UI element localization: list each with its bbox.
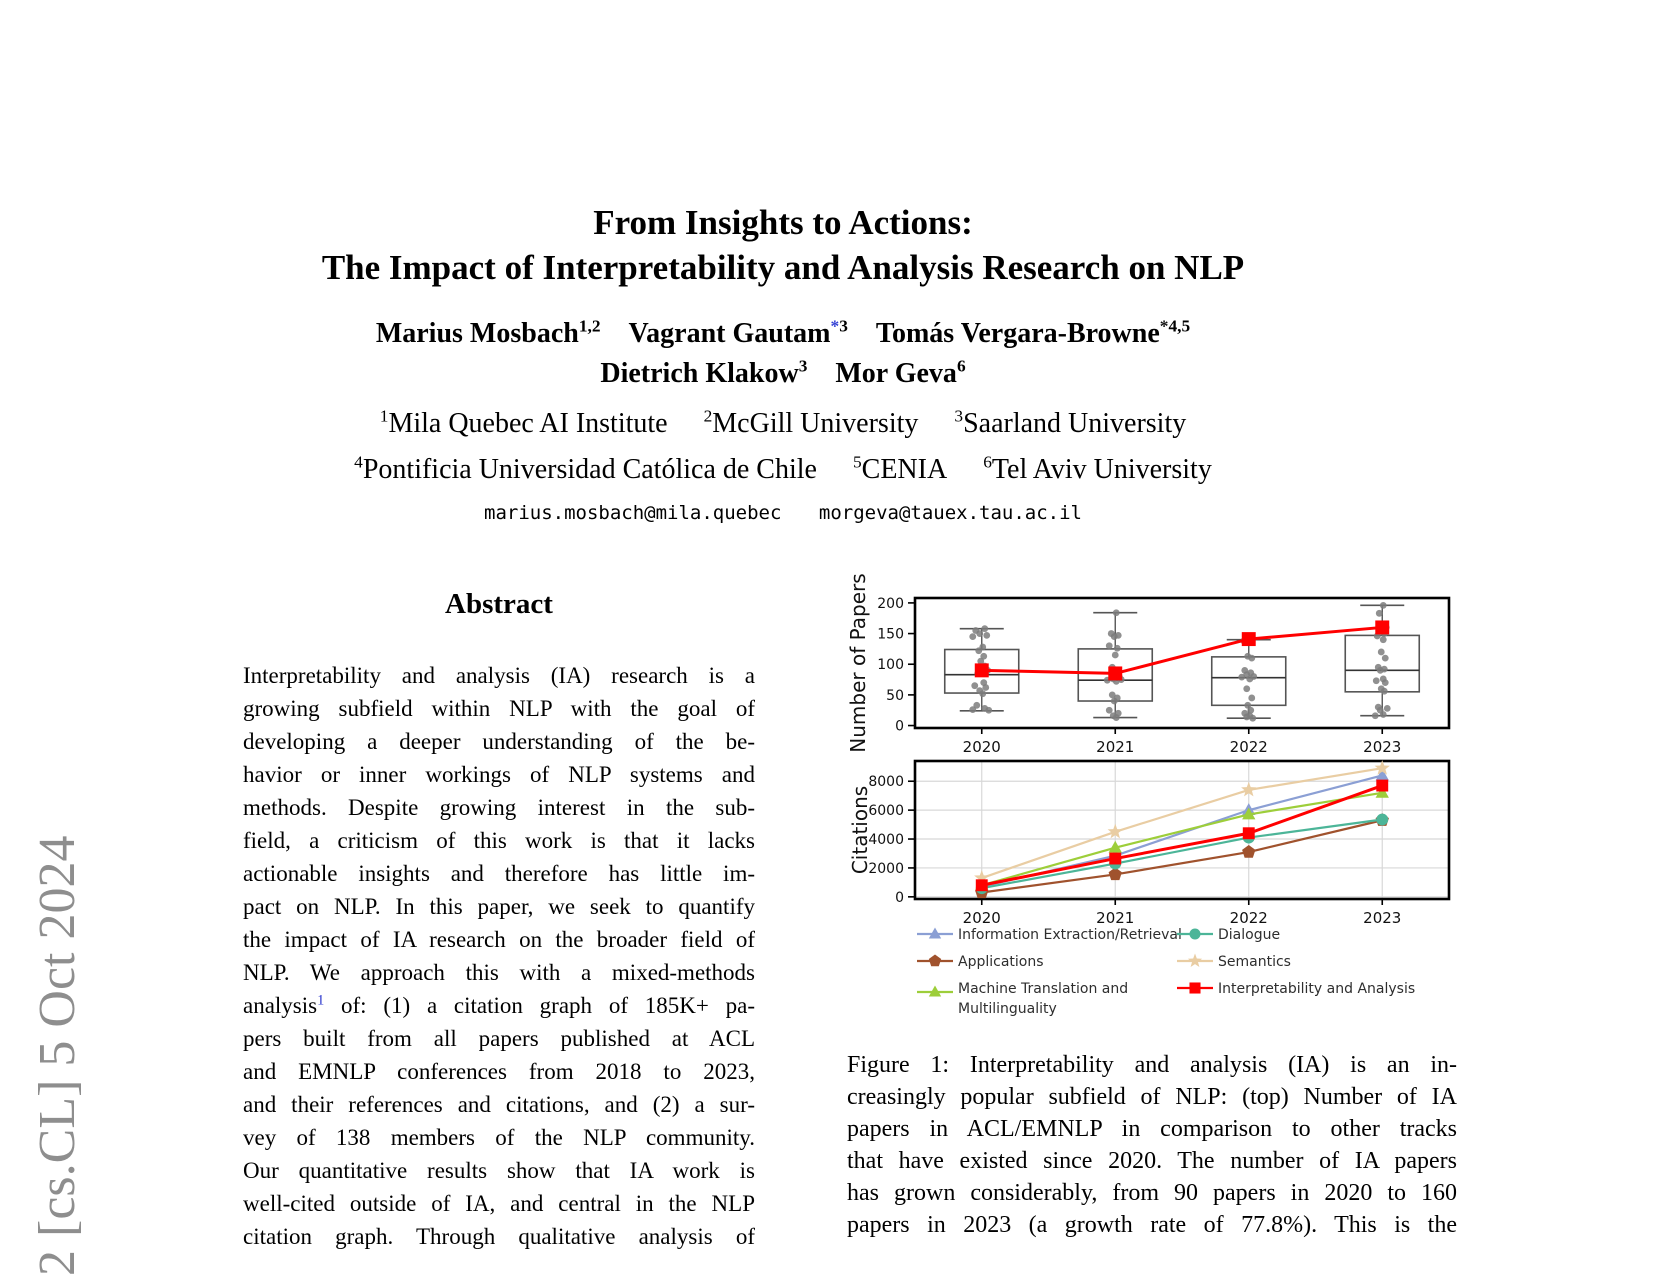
footnote-ref-link[interactable]: 1: [317, 992, 325, 1009]
author-name: Dietrich Klakow$^3$: [600, 356, 808, 389]
svg-text:100: 100: [877, 657, 904, 674]
abstract-line: actionable insights and therefore has little im-: [243, 861, 755, 886]
affiliations-row-2: [223, 454, 1343, 486]
svg-text:0: 0: [895, 718, 904, 735]
author-emails: [223, 502, 1343, 524]
affiliation: $^4$Pontificia Universidad Católica de Chile: [354, 452, 817, 485]
affiliation: $^3$Saarland University: [954, 406, 1187, 439]
abstract-line: developing a deeper understanding of the be-: [243, 729, 755, 754]
abstract-heading: Abstract: [445, 588, 553, 620]
abstract-line: methods. Despite growing interest in the sub-: [243, 795, 755, 820]
series-line: [982, 768, 1383, 878]
legend-label: Applications: [958, 954, 1044, 970]
affiliation: $^2$McGill University: [703, 406, 919, 439]
footnote-asterisk: *: [1159, 316, 1169, 336]
svg-text:6000: 6000: [868, 803, 904, 820]
abstract-line: field, a criticism of this work is that it lacks: [243, 828, 755, 853]
abstract-body: [243, 659, 755, 1253]
svg-text:2000: 2000: [868, 860, 904, 877]
figure-1-charts: [845, 560, 1457, 1035]
abstract-line: the impact of IA research on the broader field of: [243, 927, 755, 952]
affiliations-row-1: [223, 408, 1343, 440]
abstract-line: NLP. We approach this with a mixed-methods: [243, 960, 755, 985]
authors-row-1: [223, 318, 1343, 350]
citations-line-chart: [848, 760, 1449, 1017]
svg-text:200: 200: [877, 595, 904, 612]
abstract-line: well-cited outside of IA, and central in the NLP: [243, 1191, 755, 1216]
abstract-line: pers built from all papers published at ACL: [243, 1026, 755, 1051]
svg-text:2022: 2022: [1229, 738, 1268, 756]
legend-label: Dialogue: [1218, 927, 1281, 943]
svg-text:2023: 2023: [1363, 738, 1402, 756]
figure-1-caption: [847, 1049, 1457, 1241]
abstract-line: growing subfield within NLP with the goal of: [243, 696, 755, 721]
papers-boxplot-chart: [846, 573, 1449, 756]
abstract-line: havior or inner workings of NLP systems and: [243, 762, 755, 787]
legend-label: Machine Translation and: [958, 981, 1129, 997]
figure-caption-line: that have existed since 2020. The number of IA papers: [847, 1148, 1457, 1174]
svg-text:150: 150: [877, 626, 904, 643]
abstract-line: pact on NLP. In this paper, we seek to quantify: [243, 894, 755, 919]
figure-caption-line: has grown considerably, from 90 papers in 2020 to 160: [847, 1180, 1457, 1206]
figure-caption-line: papers in ACL/EMNLP in comparison to other tracks: [847, 1116, 1457, 1142]
author-name: Vagrant Gautam$^{*3}$: [628, 316, 848, 349]
author-name: Mor Geva$^6$: [835, 356, 966, 389]
legend-label: Multilinguality: [958, 1001, 1057, 1017]
email-address: morgeva@tauex.tau.ac.il: [818, 502, 1082, 524]
citations-ylabel: Citations: [848, 785, 872, 875]
abstract-line: and their references and citations, and (2) a sur-: [243, 1092, 755, 1117]
author-name: Marius Mosbach$^{1,2}$: [375, 316, 601, 349]
abstract-line: Our quantitative results show that IA work is: [243, 1158, 755, 1183]
svg-text:2020: 2020: [962, 738, 1001, 756]
svg-text:0: 0: [895, 889, 904, 906]
footnote-asterisk[interactable]: *: [830, 316, 840, 336]
affiliation: $^1$Mila Quebec AI Institute: [379, 406, 668, 439]
page-title: [223, 200, 1343, 290]
svg-text:2021: 2021: [1096, 909, 1135, 927]
figure-caption-line: papers in 2023 (a growth rate of 77.8%). This is the: [847, 1212, 1457, 1238]
svg-text:4000: 4000: [868, 832, 904, 849]
svg-text:2023: 2023: [1363, 909, 1402, 927]
title-line-2: The Impact of Interpretability and Analysis Research on NLP: [321, 248, 1245, 287]
abstract-line: citation graph. Through qualitative analysis of: [243, 1224, 755, 1249]
series-line: [982, 820, 1383, 889]
figure-caption-line: creasingly popular subfield of NLP: (top) Number of IA: [847, 1084, 1457, 1110]
svg-text:2021: 2021: [1096, 738, 1135, 756]
svg-text:2022: 2022: [1229, 909, 1268, 927]
chart-legend: [917, 927, 1415, 1017]
authors-row-2: [223, 358, 1343, 390]
svg-text:50: 50: [886, 687, 904, 704]
svg-text:2020: 2020: [962, 909, 1001, 927]
title-line-1: From Insights to Actions:: [593, 203, 973, 242]
abstract-line: Interpretability and analysis (IA) research is a: [243, 663, 755, 688]
legend-label: Information Extraction/Retrieval: [958, 927, 1182, 943]
legend-label: Interpretability and Analysis: [1218, 981, 1416, 997]
papers-ylabel: Number of Papers: [846, 573, 870, 753]
affiliation: $^6$Tel Aviv University: [983, 452, 1212, 485]
figure-caption-line: Figure 1: Interpretability and analysis (IA) is an in-: [847, 1052, 1457, 1078]
author-name: Tomás Vergara-Browne$^{*4,5}$: [875, 316, 1191, 349]
ia-papers-line: [982, 627, 1383, 673]
arxiv-stamp: 2 [cs.CL] 5 Oct 2024: [29, 835, 86, 1276]
abstract-line: vey of 138 members of the NLP community.: [243, 1125, 755, 1150]
svg-text:8000: 8000: [868, 774, 904, 791]
abstract-line: and EMNLP conferences from 2018 to 2023,: [243, 1059, 755, 1084]
affiliation: $^5$CENIA: [852, 452, 948, 485]
email-address: marius.mosbach@mila.quebec: [484, 502, 782, 524]
legend-label: Semantics: [1218, 954, 1291, 970]
abstract-line: analysis$^1$ of: (1) a citation graph of 185K+ pa-: [243, 992, 755, 1018]
